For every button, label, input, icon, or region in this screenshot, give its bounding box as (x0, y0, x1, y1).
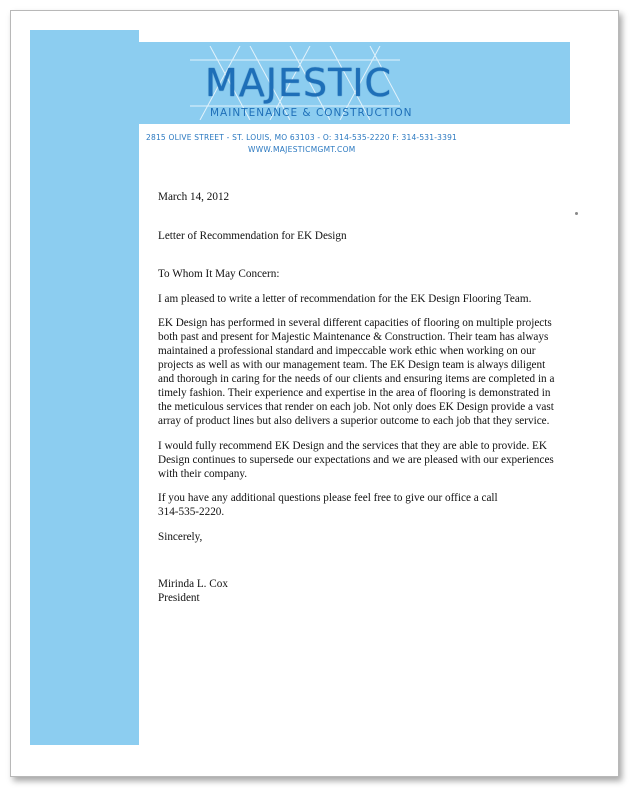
company-logo-title: MAJESTIC (205, 61, 393, 105)
paragraph2-line: I would fully recommend EK Design and the services that they are able to provide. EK (158, 440, 547, 452)
paragraph1-line: projects as well as with our management team. The EK Design team is always diligent (158, 359, 546, 371)
paragraph1-line: array of product lines but also delivers a superior outcome to each job that they service. (158, 415, 550, 427)
company-address: 2815 OLIVE STREET - ST. LOUIS, MO 63103 - O: 314-535-2220 F: 314-531-3391 (146, 133, 458, 142)
letter-intro: I am pleased to write a letter of recommendation for the EK Design Flooring Team. (158, 293, 532, 305)
letter-subject: Letter of Recommendation for EK Design (158, 230, 347, 242)
letter-salutation: To Whom It May Concern: (158, 268, 280, 280)
letterhead-sidebar-band (30, 30, 139, 745)
scan-speck (575, 212, 578, 215)
signer-title: President (158, 592, 200, 604)
paragraph1-line: EK Design has performed in several different capacities of flooring on multiple projects (158, 317, 552, 329)
letter-date: March 14, 2012 (158, 191, 230, 203)
paragraph3-line: 314-535-2220. (158, 506, 225, 518)
paragraph1-line: and thorough in caring for the needs of our clients and ensuring items are completed in a (158, 373, 555, 385)
paragraph2-line: Design continues to supersede our expectations and we are pleased with our experiences (158, 454, 554, 466)
company-website: WWW.MAJESTICMGMT.COM (248, 145, 356, 154)
letter-closing: Sincerely, (158, 531, 203, 543)
paragraph1-line: timely fashion. Their experience and expertise in the area of flooring is demonstrated in (158, 387, 551, 399)
signer-name: Mirinda L. Cox (158, 578, 228, 590)
company-logo-subtitle: MAINTENANCE & CONSTRUCTION (210, 107, 413, 119)
paragraph1-line: both past and present for Majestic Maintenance & Construction. Their team has always (158, 331, 549, 343)
paragraph1-line: the meticulous services that render on each job. Not only does EK Design provide a vast (158, 401, 554, 413)
paragraph3-line: If you have any additional questions please feel free to give our office a call (158, 492, 498, 504)
paragraph2-line: with their company. (158, 468, 248, 480)
paragraph1-line: maintained a professional standard and impeccable work ethic when working on our (158, 345, 536, 357)
